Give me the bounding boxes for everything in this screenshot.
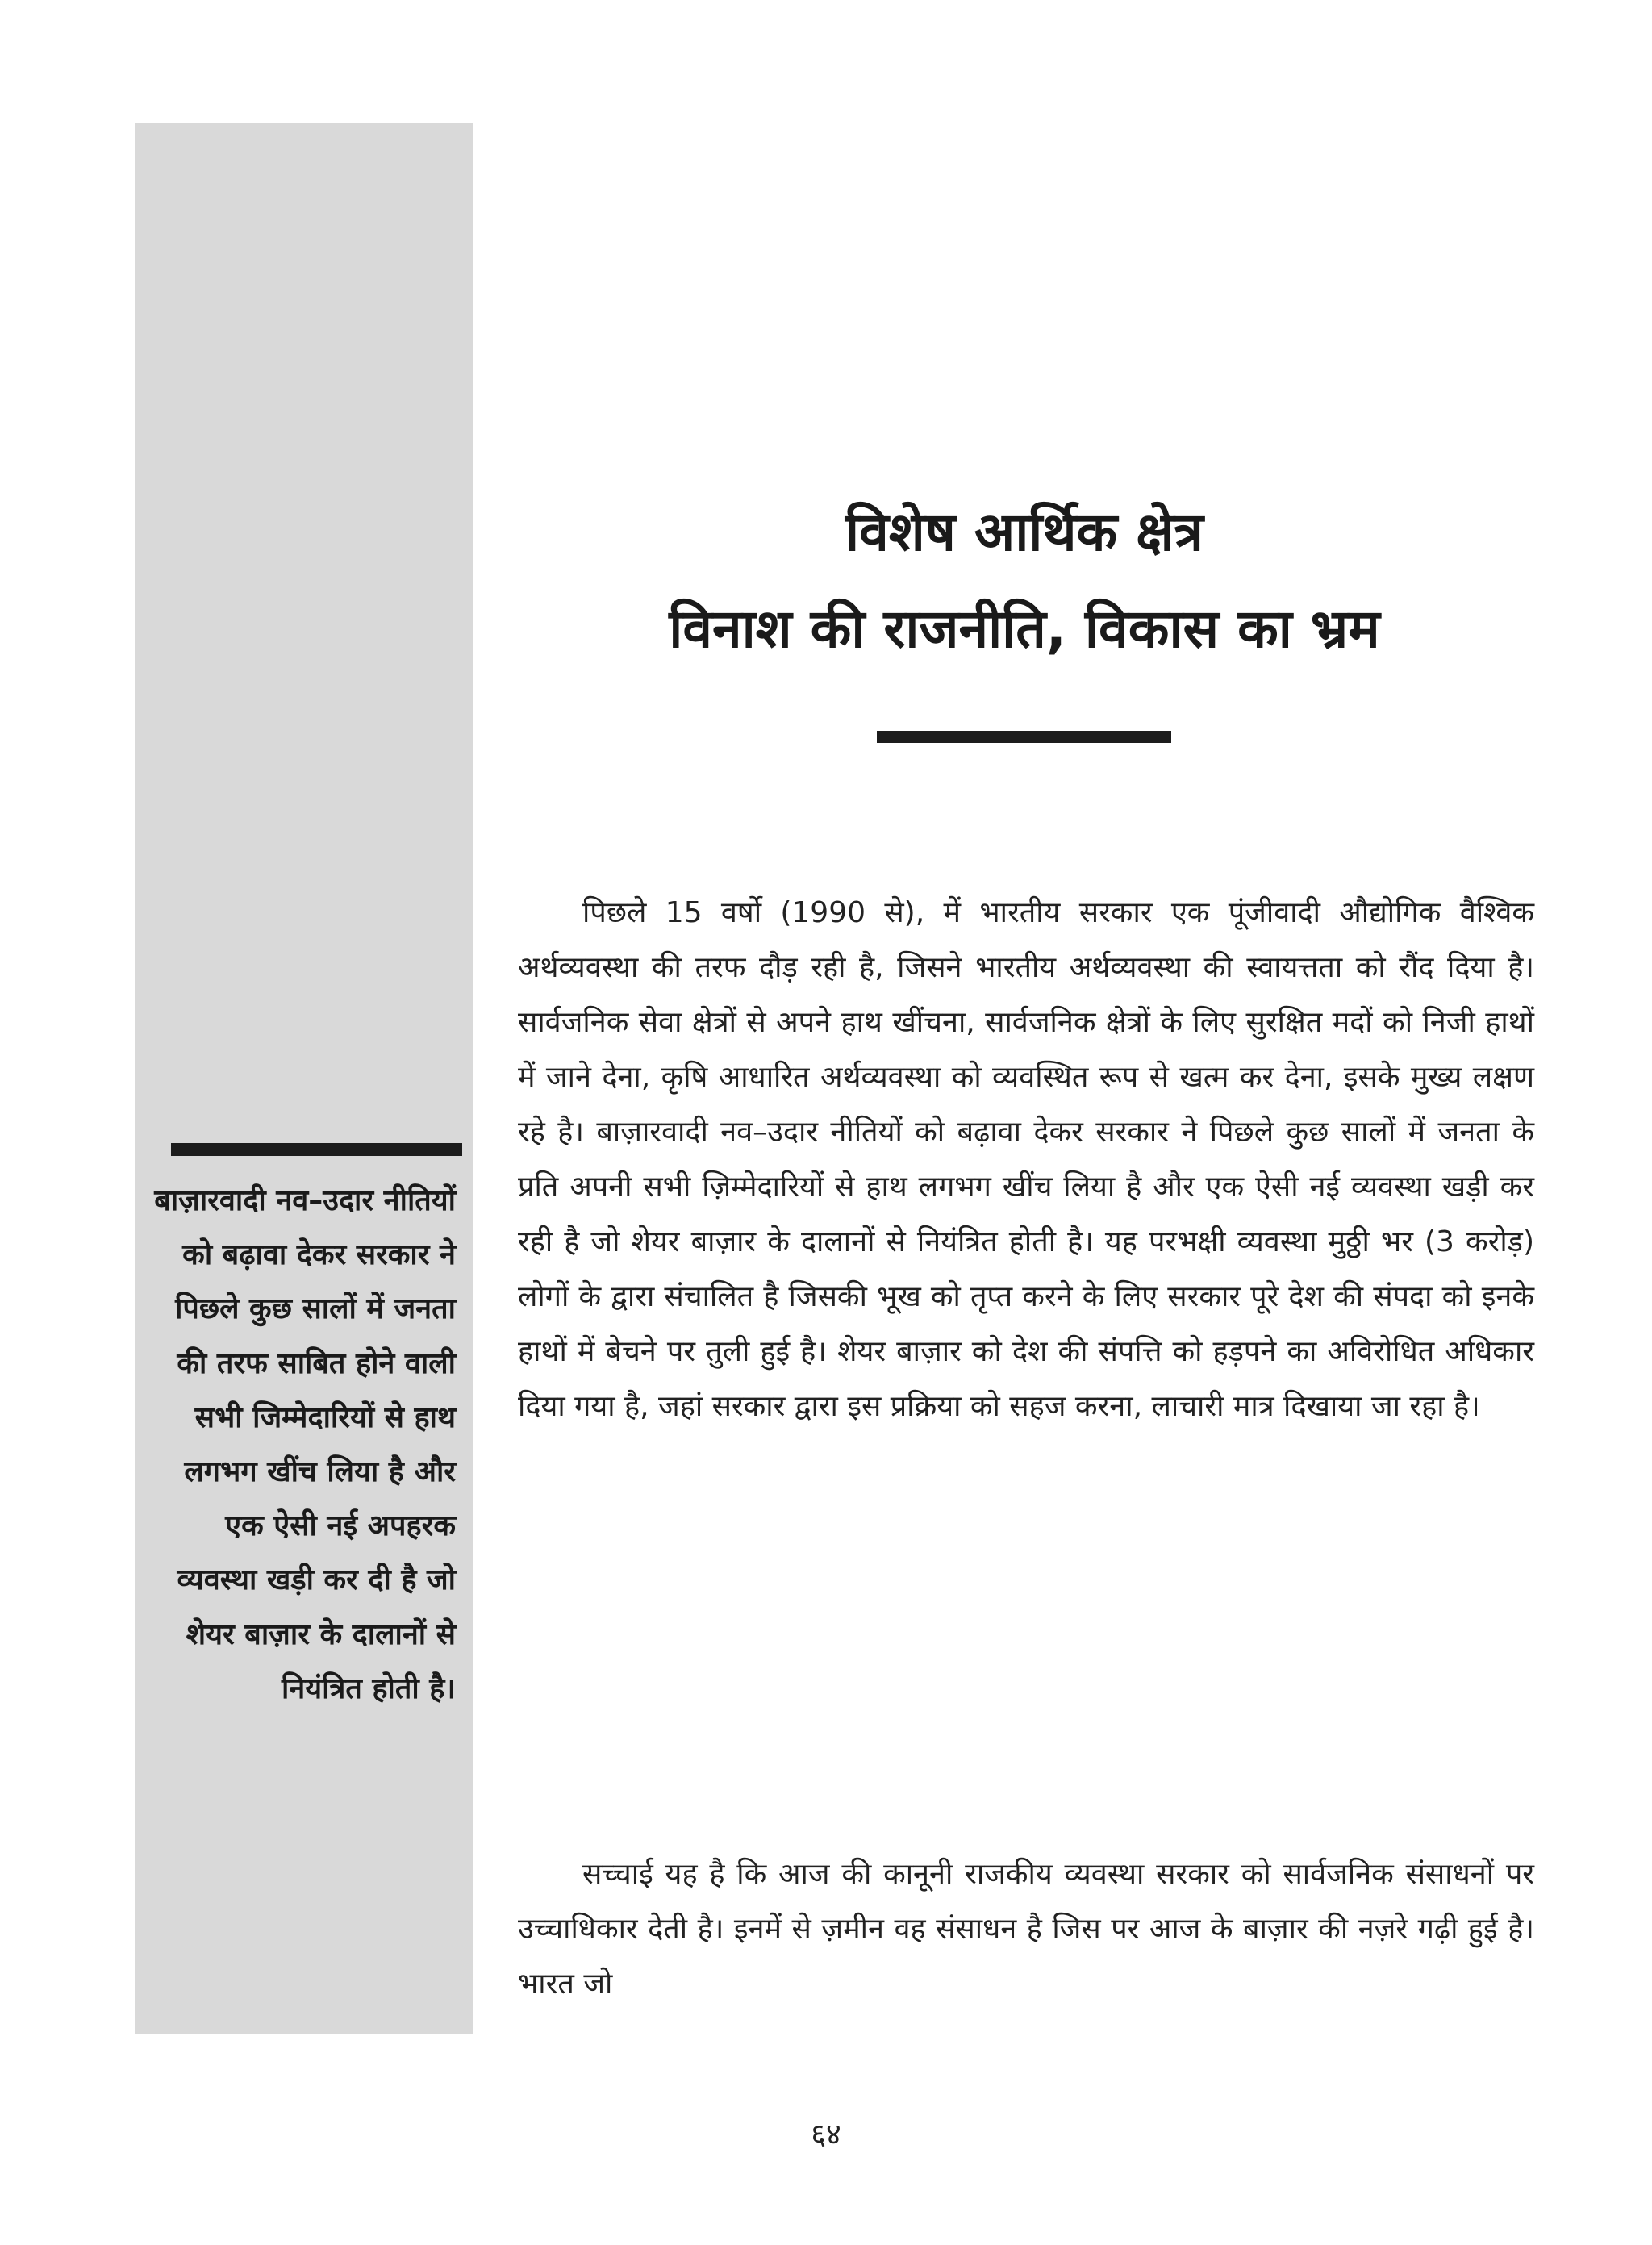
page-number: ६४ (811, 2118, 841, 2151)
body-paragraph-2: सच्चाई यह है कि आज की कानूनी राजकीय व्यवस्था सरकार को सार्वजनिक संसाधनों पर उच्चाधिकार देती है। इनमें से ज़मीन वह संसाधन है जिस पर आज के बाज़ार की नज़रे गढ़ी हुई है। भारत जो (518, 1858, 1534, 2001)
chapter-subtitle: विनाश की राजनीति, विकास का भ्रम (669, 598, 1380, 660)
sidebar-panel (135, 123, 473, 2034)
pull-quote: बाज़ारवादी नव–उदार नीतियों को बढ़ावा देकर सरकार ने पिछले कुछ सालों में जनता की तरफ साबित होने वाली सभी जिम्मेदारियों से हाथ लगभग खींच लिया है और एक ऐसी नई अपहरक व्यवस्था खड़ी कर दी है जो शेयर बाज़ार के दालानों से नियंत्रित होती है। (154, 1184, 456, 1705)
chapter-title: विशेष आर्थिक क्षेत्र (845, 501, 1204, 563)
title-divider (877, 731, 1171, 743)
body-paragraph-1: पिछले 15 वर्षो (1990 से), में भारतीय सरकार एक पूंजीवादी औद्योगिक वैश्विक अर्थव्यवस्था की तरफ दौड़ रही है, जिसने भारतीय अर्थव्यवस्था की स्वायत्तता को रौंद दिया है। सार्वजनिक सेवा क्षेत्रों से अपने हाथ खींचना, सार्वजनिक क्षेत्रों के लिए सुरक्षित मदों को निजी हाथों में जाने देना, कृषि आधारित अर्थव्यवस्था को व्यवस्थित रूप से खत्म कर देना, इसके मुख्य लक्षण रहे है। बाज़ारवादी नव–उदार नीतियों को बढ़ावा देकर सरकार ने पिछले कुछ सालों में जनता के प्रति अपनी सभी ज़िम्मेदारियों से हाथ लगभग खींच लिया है और एक ऐसी नई व्यवस्था खड़ी कर रही है जो शेयर बाज़ार के दालानों से नियंत्रित होती है। यह परभक्षी व्यवस्था मुठ्ठी भर (3 करोड़) लोगों के द्वारा संचालित है जिसकी भूख को तृप्त करने के लिए सरकार पूरे देश की संपदा को इनके हाथों में बेचने पर तुली हुई है। शेयर बाज़ार को देश की संपत्ति को हड़पने का अविरोधित अधिकार दिया गया है, जहां सरकार द्वारा इस प्रक्रिया को सहज करना, लाचारी मात्र दिखाया जा रहा है। (518, 896, 1534, 1423)
sidebar-divider (171, 1143, 462, 1156)
